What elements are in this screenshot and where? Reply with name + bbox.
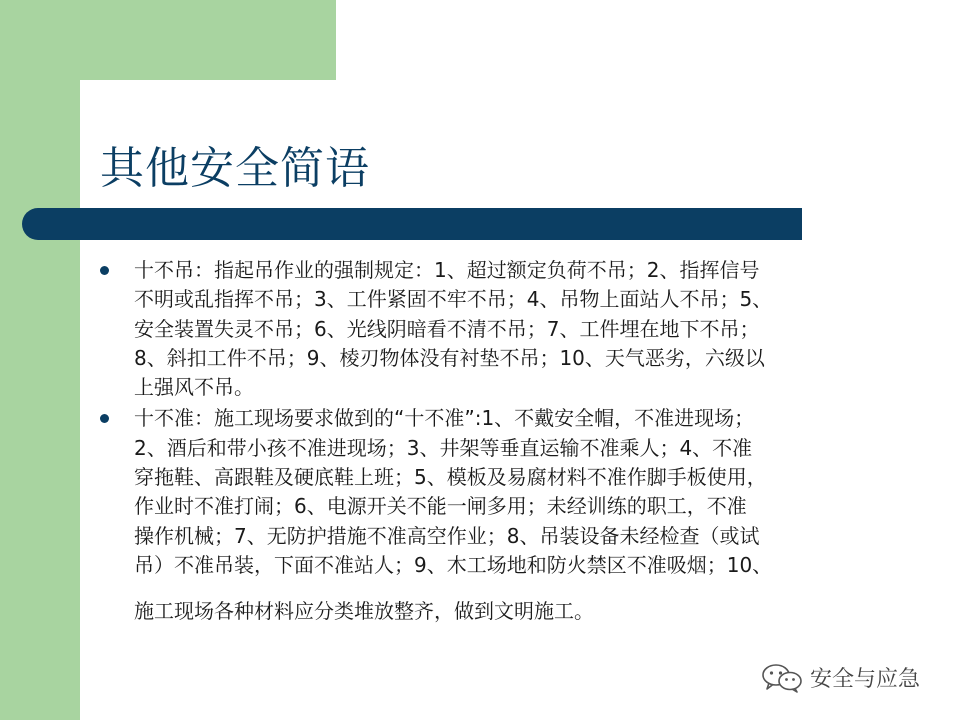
watermark-text: 安全与应急 <box>810 667 921 692</box>
bullet-line: 不明或乱指挥不吊；3、工件紧固不牢不吊；4、吊物上面站人不吊；5、 <box>134 287 773 312</box>
bullet-line: 吊）不准吊装，下面不准站人；9、木工场地和防火禁区不准吸烟；10、 <box>134 552 773 577</box>
bullet-item <box>96 256 896 402</box>
green-frame-left <box>0 0 80 720</box>
bullet-line: 十不准：施工现场要求做到的“十不准”:1、不戴安全帽，不准进现场； <box>134 406 755 431</box>
slide-content <box>96 256 896 627</box>
bullet-line: 安全装置失灵不吊；6、光线阴暗看不清不吊；7、工件埋在地下不吊； <box>134 316 760 341</box>
bullet-line: 作业时不准打闹；6、电源开关不能一闸多用；未经训练的职工，不准 <box>134 494 747 519</box>
watermark <box>760 662 920 693</box>
title-underline-bar <box>22 208 802 240</box>
bullet-line: 上强风不吊。 <box>134 375 254 400</box>
slide-title: 其他安全简语 <box>100 143 370 194</box>
bullet-line: 操作机械；7、无防护措施不准高空作业；8、吊装设备未经检查（或试 <box>134 523 760 548</box>
bullet-line: 8、斜扣工件不吊；9、棱刃物体没有衬垫不吊；10、天气恶劣，六级以 <box>134 345 765 370</box>
wechat-icon <box>760 663 804 693</box>
bullet-dot-icon <box>100 414 109 423</box>
bullet-line: 2、酒后和带小孩不准进现场；3、井架等垂直运输不准乘人；4、不准 <box>134 435 753 460</box>
bullet-item <box>96 404 896 626</box>
bullet-line: 施工现场各种材料应分类堆放整齐，做到文明施工。 <box>134 599 594 624</box>
bullet-line: 十不吊：指起吊作业的强制规定：1、超过额定负荷不吊；2、指挥信号 <box>134 258 760 282</box>
bullet-dot-icon <box>100 266 109 275</box>
bullet-line: 穿拖鞋、高跟鞋及硬底鞋上班；5、模板及易腐材料不准作脚手板使用， <box>134 465 767 490</box>
